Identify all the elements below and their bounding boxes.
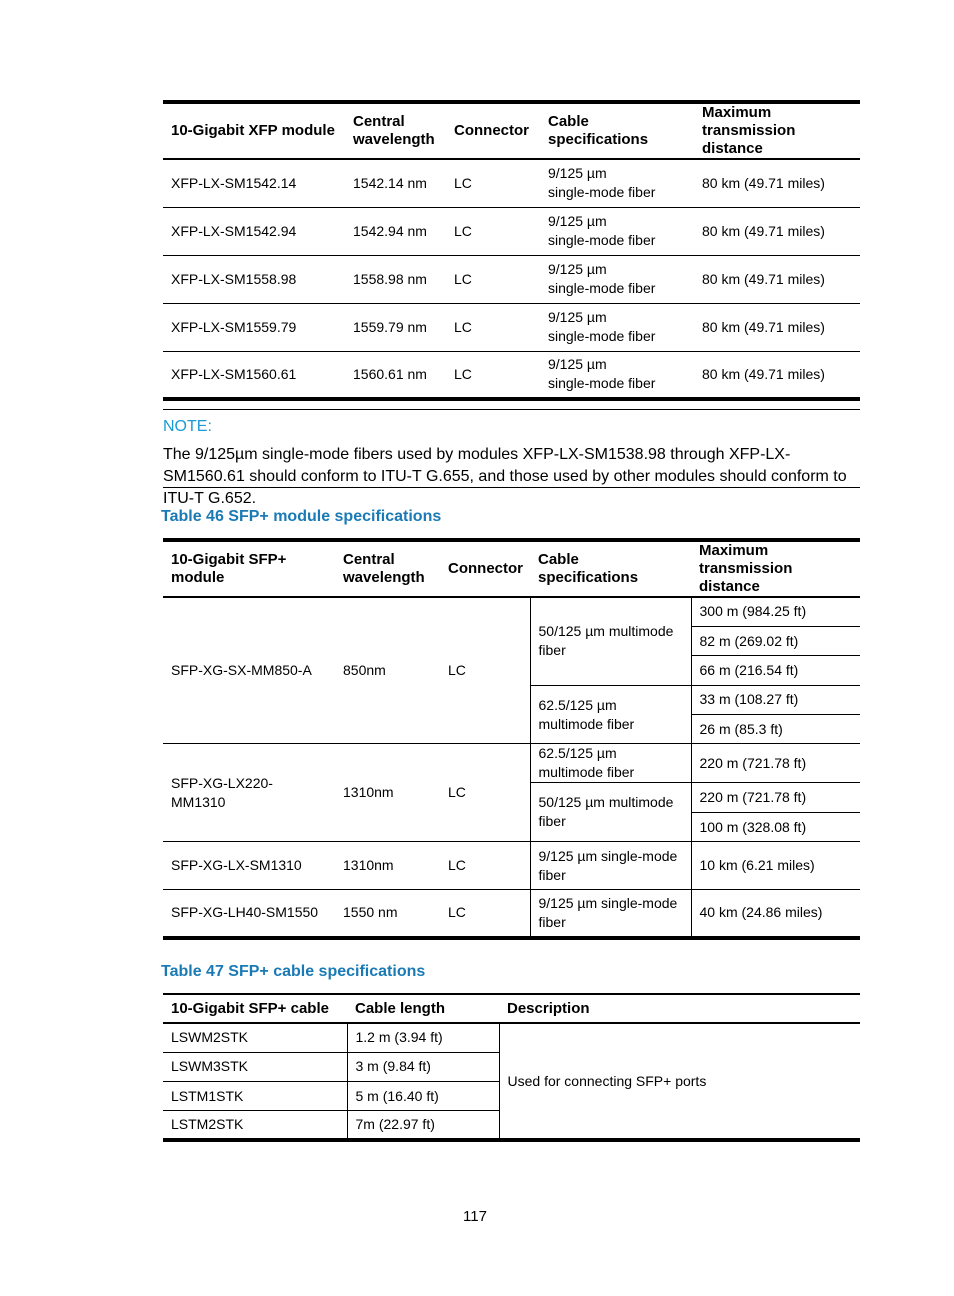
distance-cell: 220 m (721.78 ft) — [691, 783, 860, 812]
module-cell: XFP-LX-SM1542.94 — [163, 207, 345, 255]
note-text: The 9/125µm single-mode fibers used by modules XFP-LX-SM1538.98 through XFP-LX-SM1560.61 should conform to ITU-T G.655, and those used by other modules should conform to ITU-T G.652. — [163, 446, 847, 507]
table-row — [163, 255, 860, 303]
distance-cell: 80 km (49.71 miles) — [694, 351, 860, 399]
table-row — [163, 890, 860, 938]
wavelength-cell: 1542.94 nm — [345, 207, 446, 255]
wavelength-cell: 1310nm — [335, 744, 440, 842]
cable-name-cell: LSTM2STK — [163, 1111, 347, 1140]
connector-cell: LC — [440, 744, 530, 842]
cable-spec-cell — [540, 351, 694, 399]
table-46-caption: Table 46 SFP+ module specifications — [161, 508, 442, 525]
cable-spec-line: 9/125 µm — [548, 309, 607, 325]
cable-header-name: 10-Gigabit SFP+ cable — [163, 994, 347, 1023]
wavelength-cell: 1559.79 nm — [345, 303, 446, 351]
connector-cell: LC — [446, 207, 540, 255]
module-cell: SFP-XG-SX-MM850-A — [171, 662, 312, 679]
cable-name-cell: LSWM3STK — [163, 1052, 347, 1081]
xfp-header-connector: Connector — [446, 102, 540, 159]
cable-name-cell: LSWM2STK — [171, 1029, 249, 1046]
connector-cell: LC — [446, 255, 540, 303]
distance-cell: 100 m (328.08 ft) — [691, 812, 860, 841]
cable-length-cell: 3 m (9.84 ft) — [347, 1052, 499, 1081]
cable-spec-cell: 9/125 µm single-mode fiber — [530, 890, 691, 938]
table-row — [163, 159, 860, 207]
wavelength-cell: 1550 nm — [335, 890, 440, 938]
cable-spec-cell — [540, 255, 694, 303]
connector-cell: LC — [454, 174, 472, 191]
cable-spec-cell: 62.5/125 µm multimode fiber — [530, 744, 691, 783]
note-label: NOTE: — [163, 418, 212, 435]
module-cell: XFP-LX-SM1560.61 — [163, 351, 345, 399]
cable-spec-cell — [540, 303, 694, 351]
distance-cell: 220 m (721.78 ft) — [691, 744, 860, 783]
cable-length-cell: 7m (22.97 ft) — [347, 1111, 499, 1140]
connector-cell: LC — [446, 303, 540, 351]
distance-cell: 26 m (85.3 ft) — [691, 715, 860, 744]
wavelength-cell: 1558.98 nm — [345, 255, 446, 303]
xfp-header-wavelength: Central wavelength — [345, 102, 446, 159]
cable-spec-cell — [540, 159, 694, 207]
distance-cell: 300 m (984.25 ft) — [691, 597, 860, 626]
cable-spec-line: single-mode fiber — [548, 232, 656, 248]
distance-cell: 80 km (49.71 miles) — [694, 303, 860, 351]
cable-spec-line: 9/125 µm — [548, 356, 607, 373]
xfp-module-table — [163, 100, 860, 401]
note-box — [163, 409, 860, 507]
xfp-header-cable: Cable specifications — [540, 102, 694, 159]
sfp-header-cable: Cable specifications — [530, 540, 691, 597]
connector-cell: LC — [448, 662, 466, 679]
cable-header-length: Cable length — [347, 994, 499, 1023]
module-cell: SFP-XG-LX220-MM1310 — [163, 744, 335, 842]
table-row — [163, 303, 860, 351]
cable-spec-line: 9/125 µm — [548, 165, 607, 182]
xfp-header-distance: Maximum transmission distance — [694, 102, 860, 159]
wavelength-cell: 850nm — [343, 662, 386, 679]
distance-cell: 80 km (49.71 miles) — [694, 207, 860, 255]
cable-header-description: Description — [499, 994, 860, 1023]
cable-spec-line: single-mode fiber — [548, 280, 656, 296]
module-cell: SFP-XG-LX-SM1310 — [163, 842, 335, 890]
xfp-header-module: 10-Gigabit XFP module — [163, 102, 345, 159]
distance-cell: 80 km (49.71 miles) — [694, 255, 860, 303]
cable-spec-cell: 9/125 µm single-mode fiber — [530, 842, 691, 890]
sfp-cable-table — [163, 993, 860, 1142]
distance-cell: 80 km (49.71 miles) — [702, 174, 825, 191]
module-cell: SFP-XG-LH40-SM1550 — [163, 890, 335, 938]
distance-cell: 66 m (216.54 ft) — [691, 656, 860, 685]
cable-length-cell: 5 m (16.40 ft) — [347, 1082, 499, 1111]
sfp-header-distance: Maximum transmission distance — [691, 540, 860, 597]
cable-spec-cell — [540, 207, 694, 255]
table-row — [163, 744, 860, 783]
cable-spec-line: 9/125 µm — [548, 261, 607, 277]
sfp-header-wavelength: Central wavelength — [335, 540, 440, 597]
module-cell: XFP-LX-SM1558.98 — [163, 255, 345, 303]
connector-cell: LC — [440, 890, 530, 938]
cable-name-cell: LSTM1STK — [163, 1082, 347, 1111]
table-row — [163, 597, 860, 626]
cable-spec-line: single-mode fiber — [548, 328, 656, 344]
cable-spec-cell: 50/125 µm multimode fiber — [530, 783, 691, 842]
cable-spec-cell: 50/125 µm multimode fiber — [530, 597, 691, 685]
connector-cell: LC — [440, 842, 530, 890]
sfp-header-connector: Connector — [440, 540, 530, 597]
table-row — [163, 351, 860, 399]
cable-description-cell: Used for connecting SFP+ ports — [499, 1023, 860, 1140]
sfp-header-module: 10-Gigabit SFP+ module — [163, 540, 335, 597]
table-47-caption: Table 47 SFP+ cable specifications — [161, 963, 426, 980]
distance-cell: 40 km (24.86 miles) — [691, 890, 860, 938]
distance-cell: 82 m (269.02 ft) — [691, 626, 860, 655]
connector-cell: LC — [446, 351, 540, 399]
cable-spec-line: single-mode fiber — [548, 184, 656, 201]
cable-length-cell: 1.2 m (3.94 ft) — [347, 1023, 499, 1052]
table-row — [163, 1023, 860, 1052]
page-number: 117 — [463, 1208, 487, 1225]
distance-cell: 10 km (6.21 miles) — [691, 842, 860, 890]
distance-cell: 33 m (108.27 ft) — [691, 685, 860, 714]
wavelength-cell: 1560.61 nm — [345, 351, 446, 399]
cable-spec-line: 9/125 µm — [548, 213, 607, 229]
table-row — [163, 842, 860, 890]
sfp-module-table — [163, 538, 860, 940]
cable-spec-line: single-mode fiber — [548, 375, 656, 392]
wavelength-cell: 1310nm — [335, 842, 440, 890]
module-cell: XFP-LX-SM1559.79 — [163, 303, 345, 351]
wavelength-cell: 1542.14 nm — [353, 174, 427, 191]
module-cell: XFP-LX-SM1542.14 — [171, 174, 297, 191]
cable-spec-cell: 62.5/125 µm multimode fiber — [530, 685, 691, 744]
table-row — [163, 207, 860, 255]
